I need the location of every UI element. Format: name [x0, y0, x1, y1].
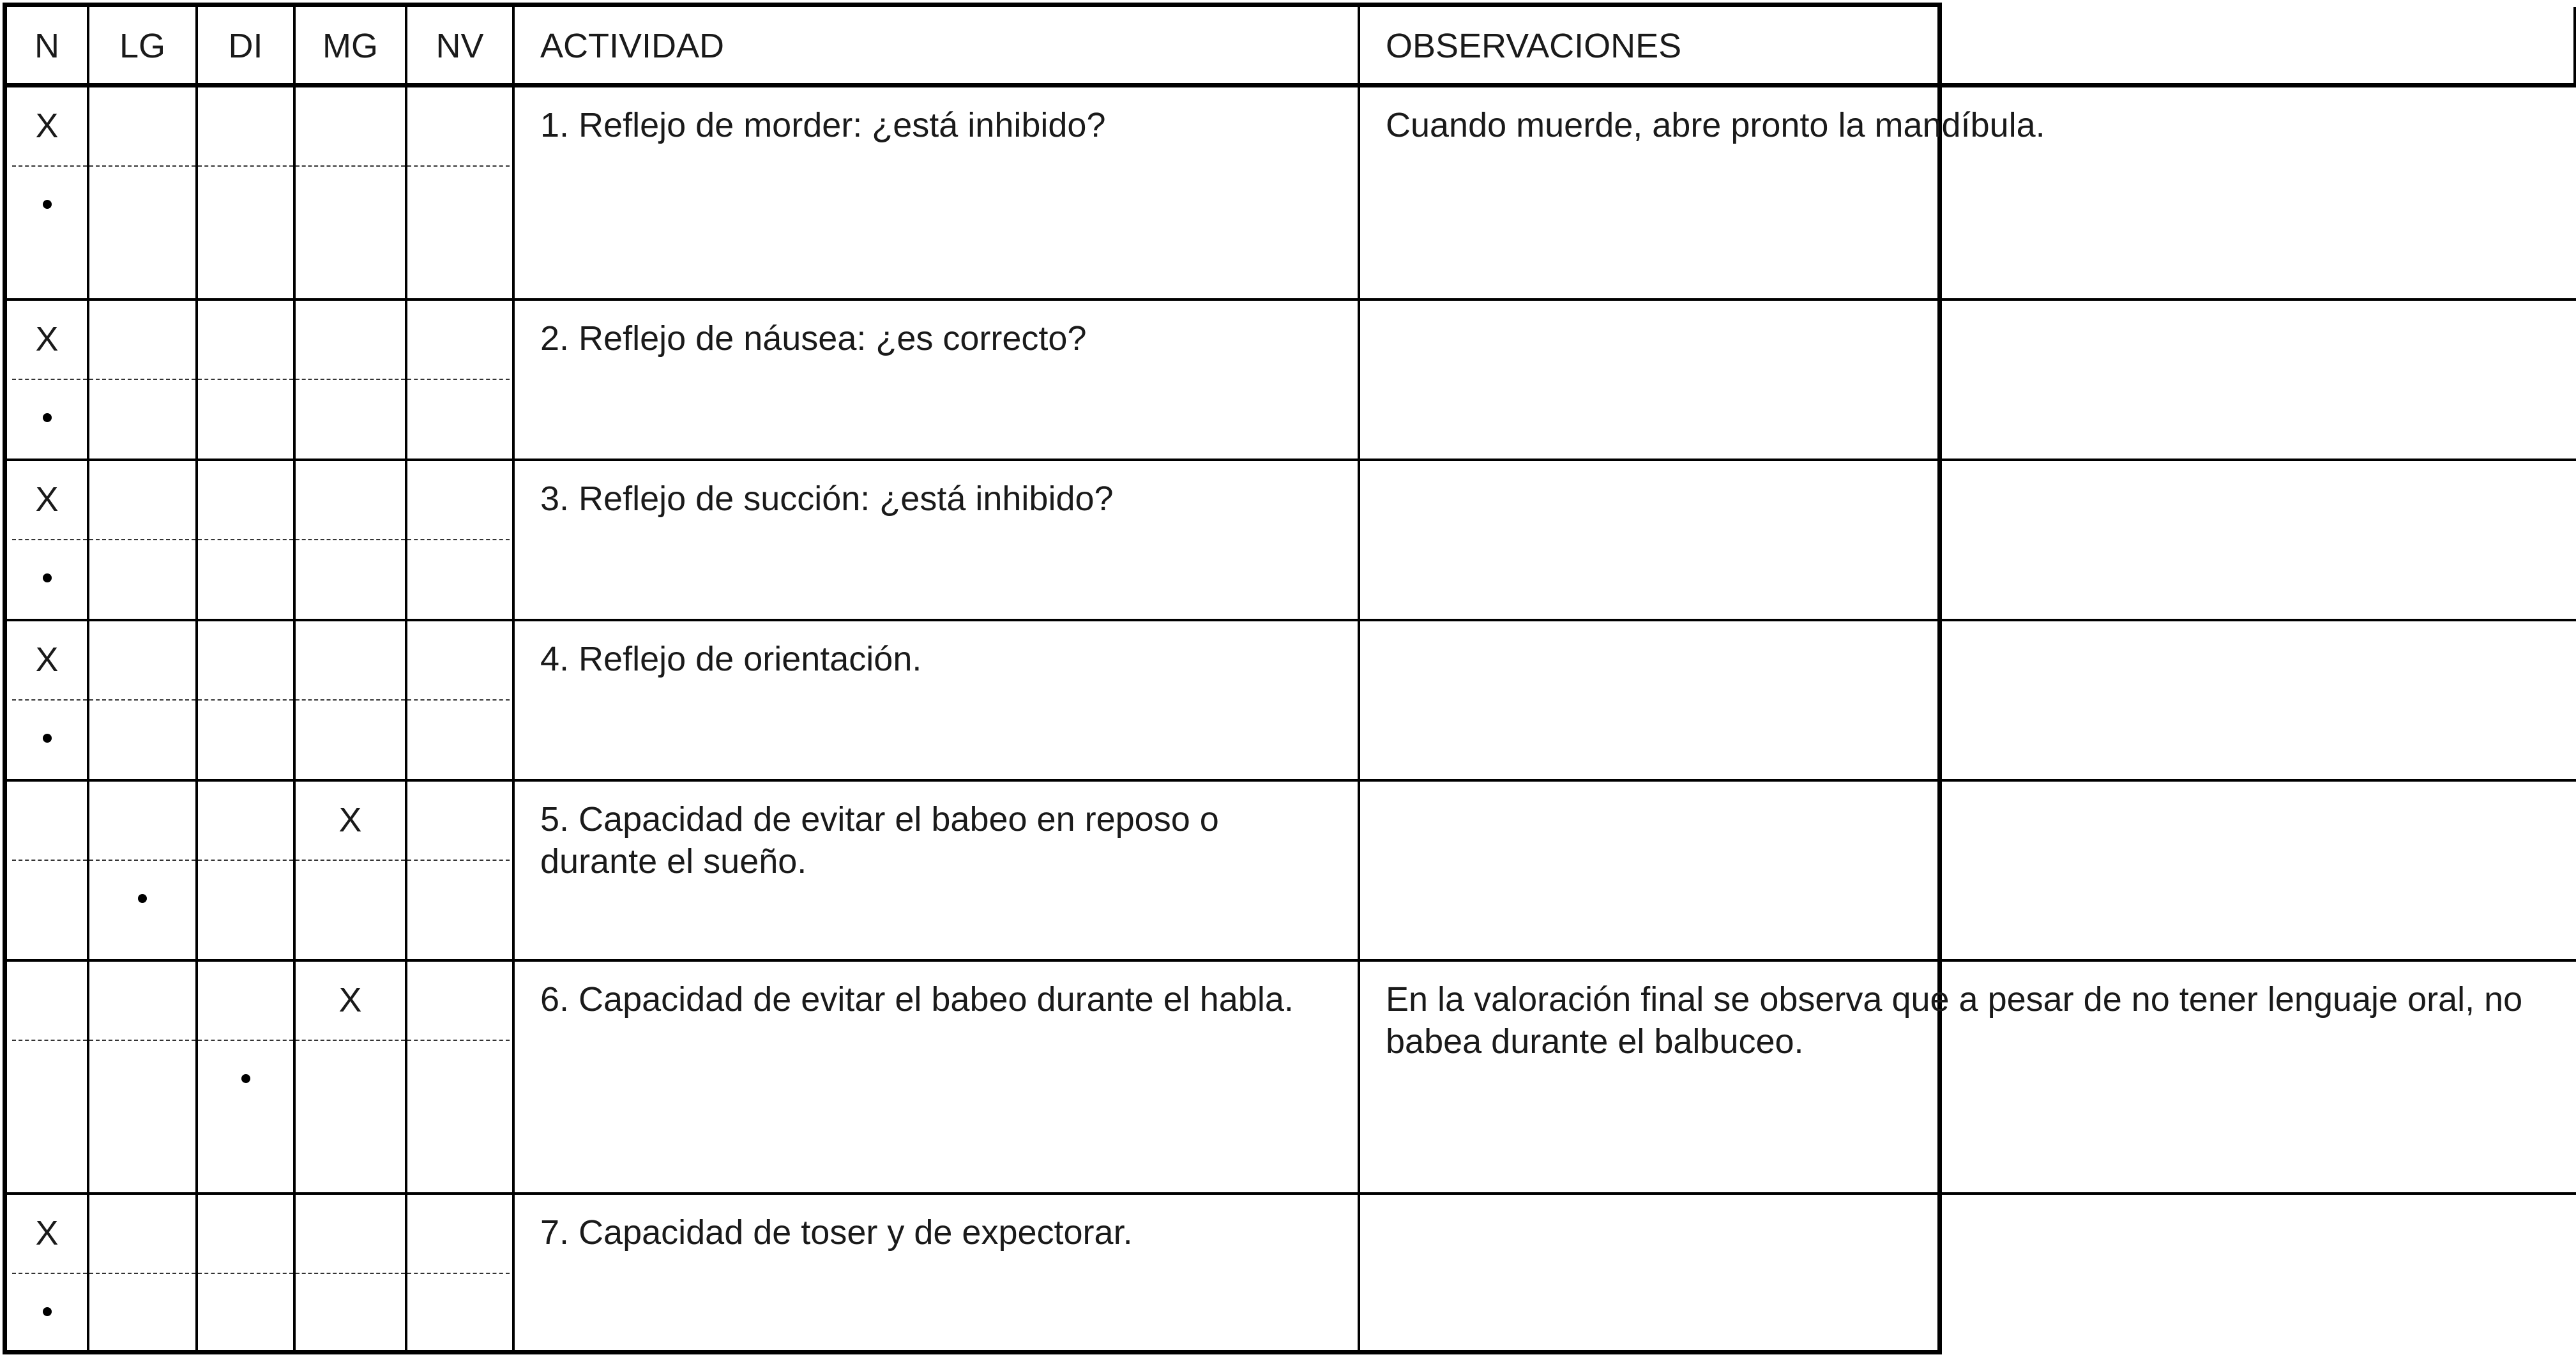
- observaciones-cell: [1360, 621, 2576, 782]
- mark-cell-mg: [296, 621, 407, 782]
- observaciones-cell: [1360, 782, 2576, 962]
- mark-cell-di: [198, 461, 296, 621]
- mark-cell-lg: [89, 301, 198, 461]
- x-mark: X: [35, 480, 59, 519]
- mark-cell-n: [7, 621, 89, 782]
- mark-cell-nv: [407, 461, 515, 621]
- dot-mark: [43, 200, 52, 209]
- mark-cell-di: [198, 962, 296, 1195]
- header-lg: LG: [89, 7, 198, 87]
- mark-cell-n: [7, 782, 89, 962]
- mark-cell-mg: [296, 962, 407, 1195]
- observaciones-cell: [1360, 301, 2576, 461]
- mark-cell-di: [198, 782, 296, 962]
- mark-cell-nv: [407, 962, 515, 1195]
- mark-cell-mg: [296, 301, 407, 461]
- dot-mark: [43, 734, 52, 743]
- mark-cell-di: [198, 621, 296, 782]
- dot-mark: [241, 1074, 250, 1083]
- observaciones-cell: [1360, 1195, 2576, 1350]
- x-mark: X: [35, 320, 59, 358]
- mark-cell-mg: [296, 461, 407, 621]
- observaciones-cell: [1360, 461, 2576, 621]
- x-mark: X: [35, 1214, 59, 1252]
- x-mark: X: [338, 981, 362, 1019]
- mark-cell-n: [7, 962, 89, 1195]
- x-mark: X: [35, 641, 59, 679]
- actividad-cell: 4. Reflejo de orientación.: [515, 621, 1360, 782]
- header-actividad: ACTIVIDAD: [515, 7, 1360, 87]
- dot-mark: [138, 894, 147, 903]
- header-mg: MG: [296, 7, 407, 87]
- actividad-cell: 7. Capacidad de toser y de expectorar.: [515, 1195, 1360, 1350]
- x-mark: X: [338, 801, 362, 839]
- mark-cell-mg: [296, 87, 407, 301]
- header-observaciones: OBSERVACIONES: [1360, 7, 2576, 87]
- dot-mark: [43, 1307, 52, 1316]
- mark-cell-di: [198, 301, 296, 461]
- actividad-cell: 6. Capacidad de evitar el babeo durante el habla.: [515, 962, 1360, 1195]
- header-nv: NV: [407, 7, 515, 87]
- mark-cell-nv: [407, 1195, 515, 1350]
- actividad-cell: 5. Capacidad de evitar el babeo en reposo o durante el sueño.: [515, 782, 1360, 962]
- actividad-cell: 3. Reflejo de succión: ¿está inhibido?: [515, 461, 1360, 621]
- x-mark: X: [35, 107, 59, 145]
- mark-cell-nv: [407, 782, 515, 962]
- table-grid: [7, 7, 2523, 1350]
- evaluation-table: [3, 3, 2523, 1354]
- mark-cell-di: [198, 87, 296, 301]
- dot-mark: [43, 413, 52, 422]
- mark-cell-lg: [89, 621, 198, 782]
- observaciones-cell: En la valoración final se observa que a pesar de no tener lenguaje oral, no babea durante el balbuceo.: [1360, 962, 2576, 1195]
- mark-cell-n: [7, 461, 89, 621]
- mark-cell-lg: [89, 461, 198, 621]
- mark-cell-mg: [296, 1195, 407, 1350]
- mark-cell-nv: [407, 87, 515, 301]
- header-n: N: [7, 7, 89, 87]
- observaciones-cell: Cuando muerde, abre pronto la mandíbula.: [1360, 87, 2576, 301]
- actividad-cell: 1. Reflejo de morder: ¿está inhibido?: [515, 87, 1360, 301]
- mark-cell-n: [7, 301, 89, 461]
- actividad-cell: 2. Reflejo de náusea: ¿es correcto?: [515, 301, 1360, 461]
- dot-mark: [43, 573, 52, 582]
- mark-cell-lg: [89, 1195, 198, 1350]
- mark-cell-lg: [89, 87, 198, 301]
- mark-cell-n: [7, 87, 89, 301]
- mark-cell-nv: [407, 301, 515, 461]
- header-di: DI: [198, 7, 296, 87]
- mark-cell-n: [7, 1195, 89, 1350]
- mark-cell-nv: [407, 621, 515, 782]
- mark-cell-di: [198, 1195, 296, 1350]
- mark-cell-lg: [89, 782, 198, 962]
- mark-cell-mg: [296, 782, 407, 962]
- mark-cell-lg: [89, 962, 198, 1195]
